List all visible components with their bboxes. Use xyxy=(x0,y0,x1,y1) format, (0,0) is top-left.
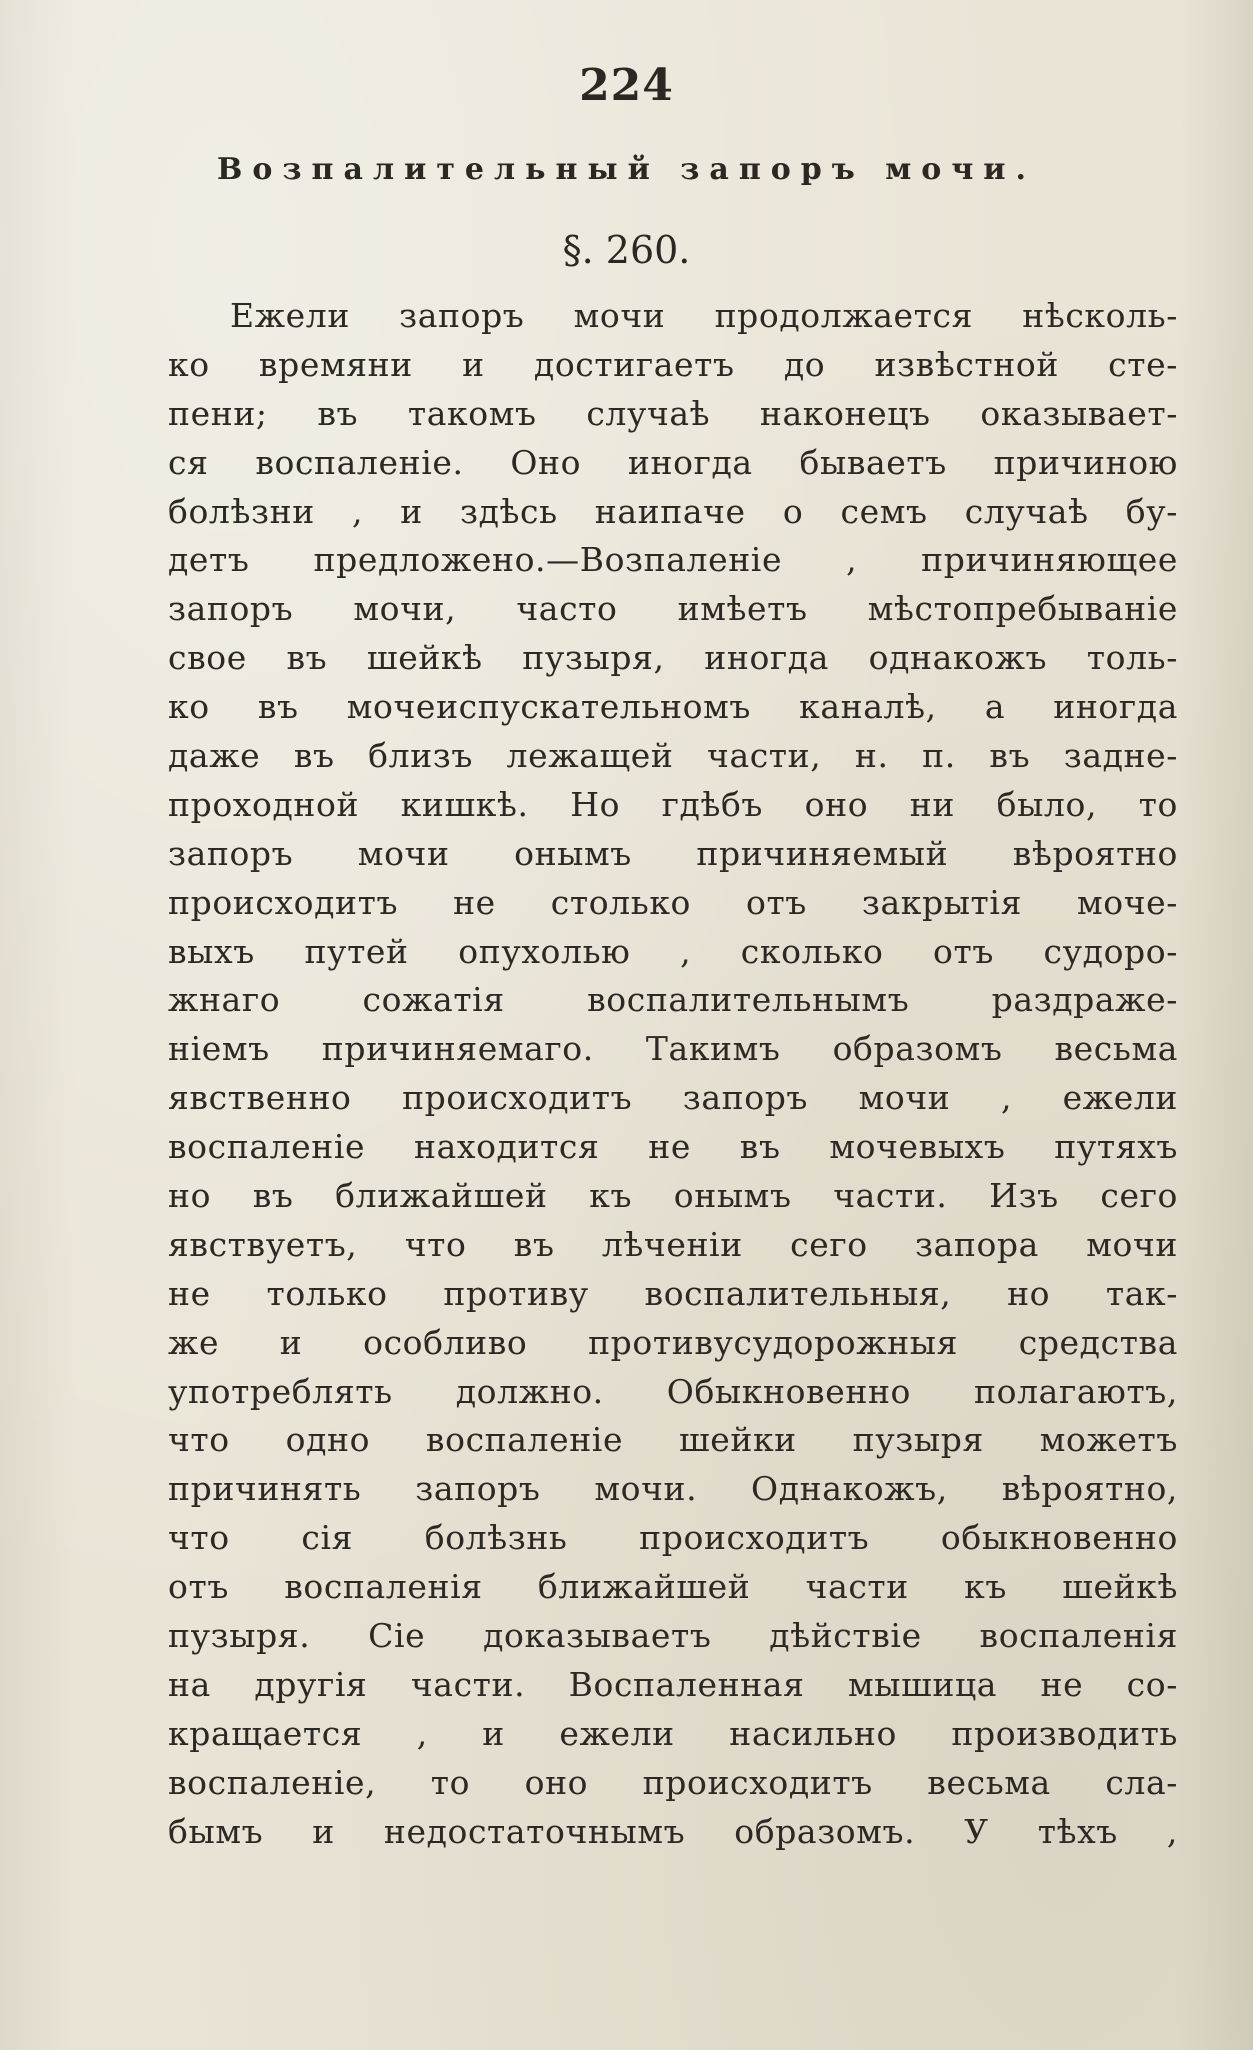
text-line: ко времяни и достигаетъ до извѣстной сте- xyxy=(168,344,1178,384)
text-line: что сія болѣзнь происходитъ обыкновенно xyxy=(168,1518,1178,1558)
text-line: что одно воспаленіе шейки пузыря можетъ xyxy=(168,1420,1178,1460)
text-line: на другія части. Воспаленная мышица не со- xyxy=(168,1664,1178,1704)
text-line: даже въ близъ лежащей части, н. п. въ задне- xyxy=(168,736,1178,776)
text-line: бымъ и недостаточнымъ образомъ. У тѣхъ , xyxy=(168,1811,1178,1851)
chapter-title: Возпалительный запоръ мочи. xyxy=(217,152,1036,187)
text-line: явственно происходитъ запоръ мочи , ежели xyxy=(168,1078,1178,1118)
text-line: воспаленіе находится не въ мочевыхъ путяхъ xyxy=(168,1127,1178,1167)
text-line: явствуетъ, что въ лѣченіи сего запора мочи xyxy=(168,1224,1178,1264)
text-line: причинять запоръ мочи. Однакожъ, вѣроятно, xyxy=(168,1469,1178,1509)
text-line: запоръ мочи, часто имѣетъ мѣстопребываніе xyxy=(168,589,1178,629)
section-number: §. 260. xyxy=(562,228,691,272)
text-line: пузыря. Сіе доказываетъ дѣйствіе воспаленія xyxy=(168,1616,1178,1656)
text-line: запоръ мочи онымъ причиняемый вѣроятно xyxy=(168,833,1178,873)
text-line: происходитъ не столько отъ закрытія моче- xyxy=(168,882,1178,922)
body-text xyxy=(168,292,1178,1857)
text-line: жнаго сожатія воспалительнымъ раздраже- xyxy=(168,980,1178,1020)
text-line: но въ ближайшей къ онымъ части. Изъ сего xyxy=(168,1176,1178,1216)
text-line: проходной кишкѣ. Но гдѣбъ оно ни было, то xyxy=(168,784,1178,824)
text-line: выхъ путей опухолью , сколько отъ судоро- xyxy=(168,931,1178,971)
text-line: ся воспаленіе. Оно иногда бываетъ причиною xyxy=(168,442,1178,482)
text-line: не только противу воспалительныя, но так- xyxy=(168,1273,1178,1313)
text-line: воспаленіе, то оно происходитъ весьма сла- xyxy=(168,1762,1178,1802)
text-line: ко въ мочеиспускательномъ каналѣ, а иногда xyxy=(168,687,1178,727)
page-number: 224 xyxy=(579,60,674,111)
text-line: Ежели запоръ мочи продолжается нѣсколь- xyxy=(230,296,1178,335)
text-line: свое въ шейкѣ пузыря, иногда однакожъ толь- xyxy=(168,638,1178,678)
text-line: детъ предложено.—Возпаленіе , причиняющее xyxy=(168,540,1178,580)
text-line: отъ воспаленія ближайшей части къ шейкѣ xyxy=(168,1567,1178,1607)
text-line: ніемъ причиняемаго. Такимъ образомъ весьма xyxy=(168,1029,1178,1069)
text-line: кращается , и ежели насильно производить xyxy=(168,1713,1178,1753)
text-line: употреблять должно. Обыкновенно полагаютъ, xyxy=(168,1371,1178,1411)
text-line: болѣзни , и здѣсь наипаче о семъ случаѣ бу- xyxy=(168,491,1178,531)
text-line: же и особливо противусудорожныя средства xyxy=(168,1322,1178,1362)
text-line: пени; въ такомъ случаѣ наконецъ оказывает- xyxy=(168,393,1178,433)
